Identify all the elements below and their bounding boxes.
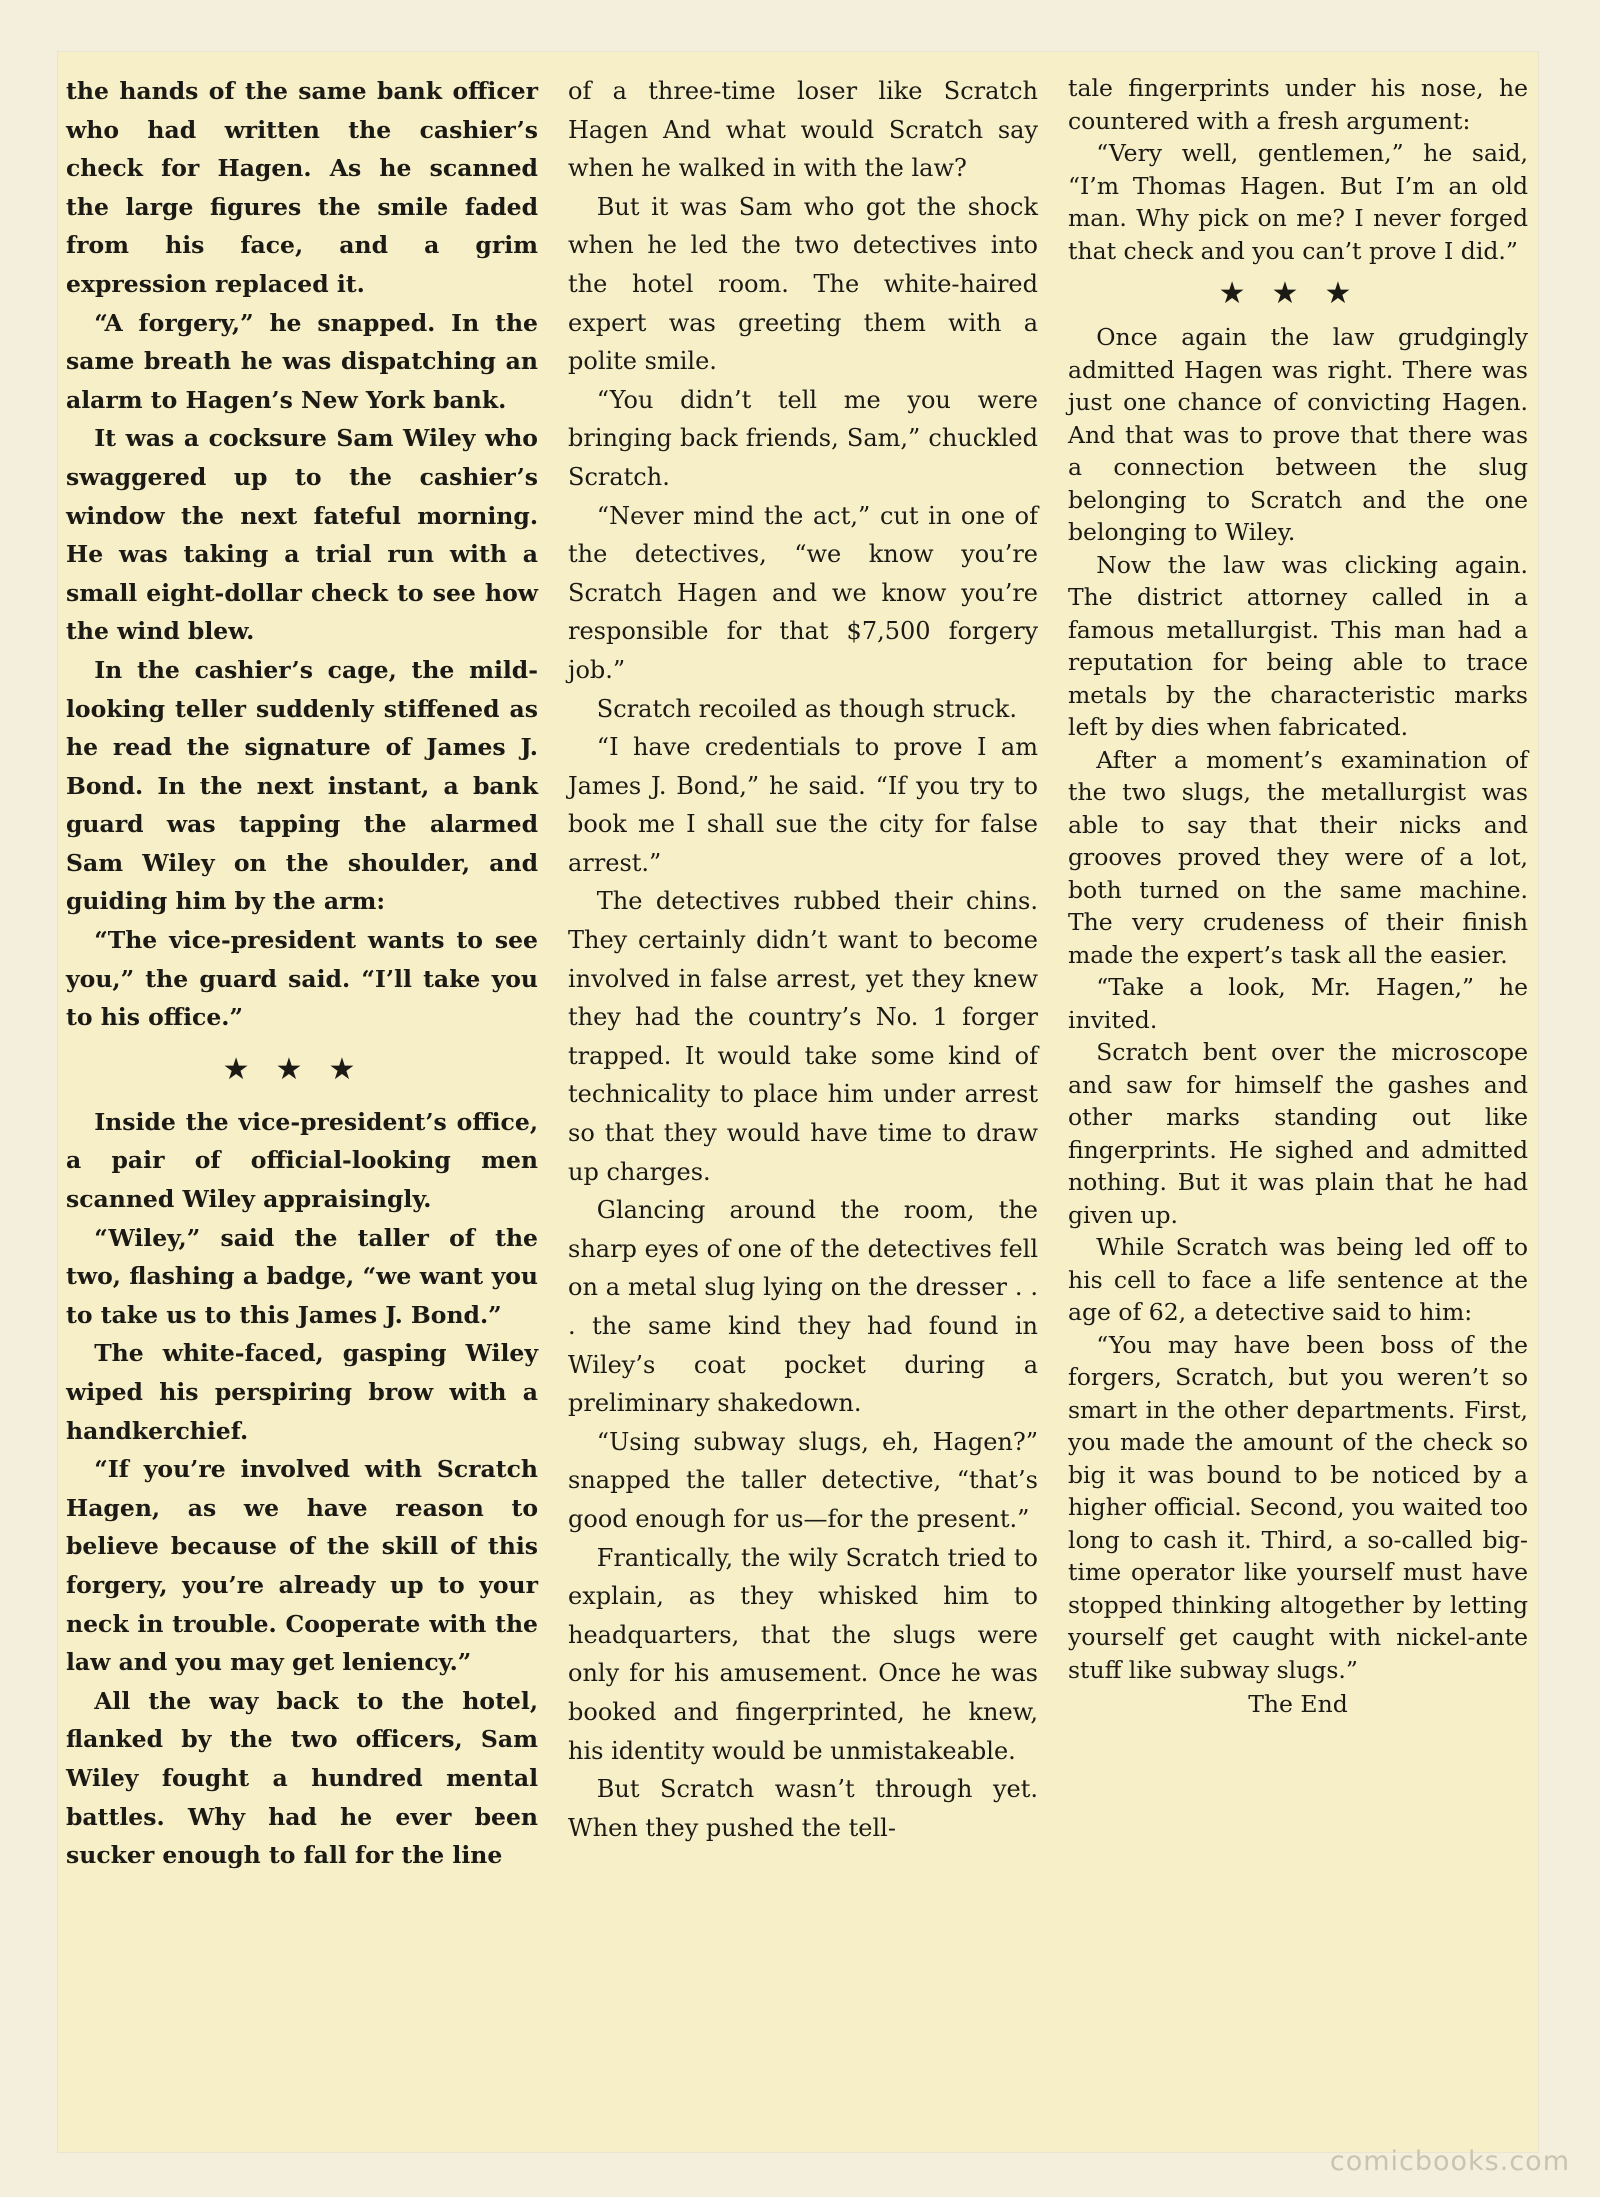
- paragraph: In the cashier’s cage, the mild-looking teller suddenly stiffened as he read the signature of James J. Bond. In the next instant, a bank guard was tapping the alarmed Sam Wiley on the shoulder, and guiding him by the arm:: [66, 655, 538, 916]
- paragraph: It was a cocksure Sam Wiley who swaggered up to the cashier’s window the next fateful morning. He was taking a trial run with a small eight-dollar check to see how the wind blew.: [66, 424, 538, 646]
- comic-text-page: [58, 52, 1538, 2152]
- paragraph: Once again the law grudgingly admitted Hagen was right. There was just one chance of convicting Hagen. And that was to prove that there was a connection between the slug belonging to Scratch and the one belonging to Wiley.: [1068, 323, 1528, 546]
- paragraph: Now the law was clicking again. The district attorney called in a famous metallurgist. This man had a reputation for being able to trace metals by the characteristic marks left by dies when fabricated.: [1068, 550, 1528, 741]
- paragraph: “I have credentials to prove I am James J. Bond,” he said. “If you try to book me I shall sue the city for false arrest.”: [568, 733, 1038, 877]
- paragraph: But Scratch wasn’t through yet. When they pushed the tell-: [568, 1775, 1038, 1842]
- text-column-1: [66, 72, 538, 1875]
- paragraph: Frantically, the wily Scratch tried to explain, as they whisked him to headquarters, that the slugs were only for his amusement. Once he was booked and fingerprinted, he knew, his identity would be unmistakeable.: [568, 1543, 1038, 1765]
- paragraph: The white-faced, gasping Wiley wiped his perspiring brow with a handkerchief.: [66, 1339, 538, 1445]
- paragraph: “If you’re involved with Scratch Hagen, as we have reason to believe because of the skill of this forgery, you’re already up to your neck in trouble. Cooperate with the law and you may get leniency.”: [66, 1455, 538, 1677]
- paragraph: Glancing around the room, the sharp eyes of one of the detectives fell on a metal slug lying on the dresser . . . the same kind they had found in Wiley’s coat pocket during a preliminary shakedown.: [568, 1196, 1038, 1418]
- text-column-2: [568, 72, 1038, 1847]
- text-column-3: [1068, 72, 1528, 1721]
- paragraph: But it was Sam who got the shock when he led the two detectives into the hotel room. The white-haired expert was greeting them with a polite smile.: [568, 192, 1038, 376]
- paragraph: “Never mind the act,” cut in one of the detectives, “we know you’re Scratch Hagen and we know you’re responsible for that $7,500 forgery job.”: [568, 501, 1038, 684]
- section-break-stars: ★★★: [222, 1051, 382, 1087]
- paragraph: “Take a look, Mr. Hagen,” he invited.: [1068, 973, 1528, 1034]
- paragraph: “A forgery,” he snapped. In the same breath he was dispatching an alarm to Hagen’s New York bank.: [66, 308, 538, 414]
- paragraph: “You didn’t tell me you were bringing back friends, Sam,” chuckled Scratch.: [568, 385, 1038, 491]
- paragraph: Scratch bent over the microscope and saw for himself the gashes and other marks standing out like fingerprints. He sighed and admitted nothing. But it was plain that he had given up.: [1068, 1038, 1528, 1229]
- the-end-label: The End: [1248, 1690, 1348, 1718]
- paragraph: of a three-time loser like Scratch Hagen And what would Scratch say when he walked in with the law?: [568, 77, 1038, 183]
- section-break-stars: ★★★: [1218, 276, 1378, 311]
- paragraph: the hands of the same bank officer who had written the cashier’s check for Hagen. As he scanned the large figures the smile faded from his face, and a grim expression replaced it.: [66, 77, 538, 298]
- paragraph: The detectives rubbed their chins. They certainly didn’t want to become involved in false arrest, yet they knew they had the country’s No. 1 forger trapped. It would take some kind of technicality to place him under arrest so that they would have time to draw up charges.: [568, 887, 1038, 1186]
- paragraph: All the way back to the hotel, flanked by the two officers, Sam Wiley fought a hundred mental battles. Why had he ever been sucker enough to fall for the line: [66, 1686, 538, 1870]
- paragraph: tale fingerprints under his nose, he countered with a fresh argument:: [1068, 74, 1528, 135]
- paragraph: “Wiley,” said the taller of the two, flashing a badge, “we want you to take us to this James J. Bond.”: [66, 1223, 538, 1329]
- paragraph: “Using subway slugs, eh, Hagen?” snapped the taller detective, “that’s good enough for us—for the present.”: [568, 1427, 1038, 1533]
- paragraph: Scratch recoiled as though struck.: [596, 694, 1017, 723]
- paragraph: “Very well, gentlemen,” he said, “I’m Thomas Hagen. But I’m an old man. Why pick on me? I never forged that check and you can’t prove I did.”: [1068, 139, 1528, 265]
- paragraph: “The vice-president wants to see you,” the guard said. “I’ll take you to his office.”: [66, 926, 538, 1032]
- paragraph: After a moment’s examination of the two slugs, the metallurgist was able to say that their nicks and grooves proved they were of a lot, both turned on the same machine. The very crudeness of their finish made the expert’s task all the easier.: [1068, 745, 1528, 969]
- paragraph: While Scratch was being led off to his cell to face a life sentence at the age of 62, a detective said to him:: [1068, 1233, 1528, 1326]
- paragraph: Inside the vice-president’s office, a pair of official-looking men scanned Wiley appraisingly.: [66, 1107, 538, 1214]
- watermark: comicbooks.com: [1329, 2146, 1570, 2177]
- paragraph: “You may have been boss of the forgers, Scratch, but you weren’t so smart in the other departments. First, you made the amount of the check so big it was bound to be noticed by a higher official. Second, you waited too long to cash it. Third, a so-called big-time operator like yourself must have stopped thinking altogether by letting yourself get caught with nickel-ante stuff like subway slugs.”: [1068, 1330, 1528, 1684]
